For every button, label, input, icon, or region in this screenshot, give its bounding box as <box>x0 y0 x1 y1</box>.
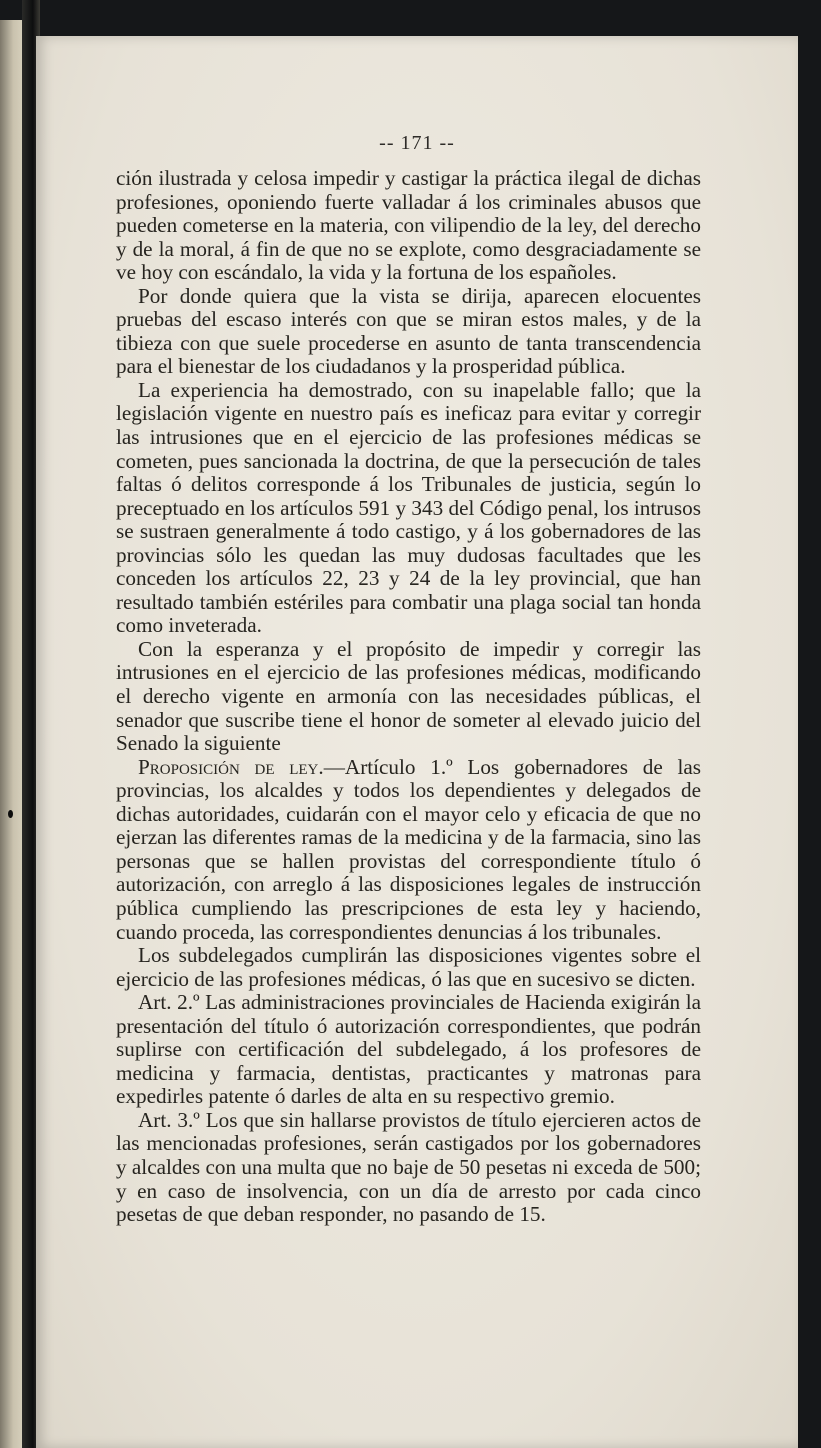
article-2: Art. 2.º Las administraciones provinciales de Hacienda exigirán la presentación del título ó autorización correspondientes, que podrán suplirse con certificación del subdelegado, á los profesores de medicina y farmacia, dentistas, practicantes y matronas para expedirles patente ó darles de alta en su respectivo gremio. <box>116 990 701 1109</box>
paragraph: ción ilustrada y celosa impedir y castigar la práctica ilegal de dichas profesiones, oponiendo fuerte valladar á los criminales abusos que pueden cometerse en la materia, con vilipendio de la ley, del derecho y de la moral, á fin de que no se explote, como desgraciadamente se ve hoy con escándalo, la vida y la fortuna de los españoles. <box>116 166 701 285</box>
proposition-paragraph <box>116 756 701 944</box>
article-1-text: —Artículo 1.º Los gobernadores de las provincias, los alcaldes y todos los dependientes y delegados de dichas autoridades, cuidarán con el mayor celo y eficacia de que no ejerzan las diferentes ramas de la medicina y de la farmacia, sino las personas que se hallen provistas del correspondiente título ó autorización, con arreglo á las disposiciones legales de instrucción pública cumpliendo las prescripciones de esta ley y haciendo, cuando proceda, las correspondientes denuncias á los tribunales. <box>116 754 702 944</box>
paragraph: Con la esperanza y el propósito de impedir y corregir las intrusiones en el ejercicio de las profesiones médicas, modificando el derecho vigente en armonía con las necesidades públicas, el senador que suscribe tiene el honor de someter al elevado juicio del Senado la siguiente <box>116 636 701 756</box>
proposition-heading: Proposición de ley. <box>138 754 324 779</box>
paragraph: Los subdelegados cumplirán las disposiciones vigentes sobre el ejercicio de las profesiones médicas, ó las que en sucesivo se dicten. <box>116 943 701 991</box>
article-3: Art. 3.º Los que sin hallarse provistos de título ejercieren actos de las mencionadas profesiones, serán castigados por los gobernadores y alcaldes con una multa que no baje de 50 pesetas ni exceda de 500; y en caso de insolvencia, con un día de arresto por cada cinco pesetas de que deban responder, no pasando de 15. <box>116 1107 701 1227</box>
previous-page-edge <box>0 20 24 1448</box>
ink-speck <box>8 810 13 818</box>
book-page <box>36 36 798 1448</box>
page-number: -- 171 -- <box>379 132 455 154</box>
page-text <box>116 167 701 1227</box>
paragraph: La experiencia ha demostrado, con su inapelable fallo; que la legislación vigente en nuestro país es ineficaz para evitar y corregir las intrusiones que en el ejercicio de las profesiones médicas se cometen, pues sancionada la doctrina, de que la persecución de tales faltas ó delitos corresponde á los Tribunales de justicia, según lo preceptuado en los artículos 591 y 343 del Código penal, los intrusos se sustraen generalmente á todo castigo, y á los gobernadores de las provincias sólo les quedan las muy dudosas facultades que les conceden los artículos 22, 23 y 24 de la ley provincial, que han resultado también estériles para combatir una plaga social tan honda como inveterada. <box>116 377 701 638</box>
paragraph: Por donde quiera que la vista se dirija, aparecen elocuentes pruebas del escaso interés con que se miran estos males, y de la tibieza con que suele procederse en asunto de tanta transcendencia para el bienestar de los ciudadanos y la prosperidad pública. <box>116 283 701 379</box>
